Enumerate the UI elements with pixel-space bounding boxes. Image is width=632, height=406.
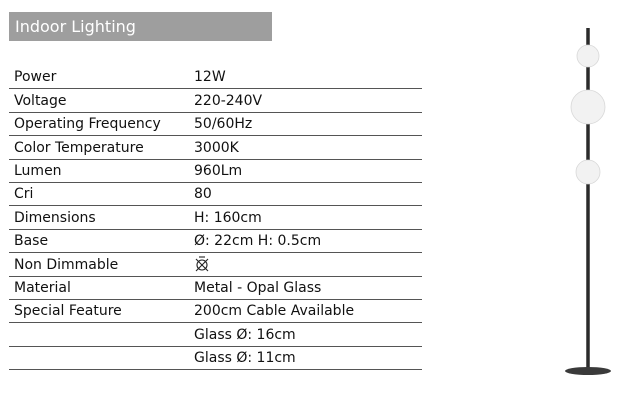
spec-label: Voltage: [14, 92, 67, 109]
spec-row: [9, 300, 422, 323]
spec-value: Metal - Opal Glass: [194, 279, 322, 296]
product-image: [560, 24, 620, 379]
spec-row: [9, 136, 422, 159]
non-dimmable-icon: [194, 256, 210, 272]
spec-table: [9, 66, 422, 370]
spec-label: Material: [14, 279, 71, 296]
spec-value: 50/60Hz: [194, 116, 253, 133]
spec-label: Cri: [14, 186, 34, 203]
spec-value: H: 160cm: [194, 209, 262, 226]
spec-label: Lumen: [14, 162, 62, 179]
spec-value: 960Lm: [194, 162, 243, 179]
section-header: [9, 12, 272, 41]
spec-label: Base: [14, 233, 49, 250]
spec-row: [9, 113, 422, 136]
spec-label: Operating Frequency: [14, 116, 161, 133]
spec-value: Glass Ø: 16cm: [194, 326, 296, 343]
spec-value: 3000K: [194, 139, 239, 156]
spec-label: Non Dimmable: [14, 256, 119, 273]
spec-row: [9, 183, 422, 206]
spec-row: [9, 66, 422, 89]
spec-value: 220-240V: [194, 92, 263, 109]
spec-value: Glass Ø: 11cm: [194, 350, 296, 367]
section-title: Indoor Lighting: [15, 17, 136, 36]
spec-row: [9, 206, 422, 229]
spec-row: [9, 230, 422, 253]
spec-value-icon: [194, 256, 210, 274]
spec-value: 80: [194, 186, 212, 203]
spec-label: Special Feature: [14, 303, 122, 320]
spec-row: [9, 347, 422, 370]
spec-value: 12W: [194, 69, 226, 86]
floor-lamp-image: [560, 24, 620, 379]
spec-row: [9, 253, 422, 276]
spec-label: Dimensions: [14, 209, 96, 226]
spec-label: Color Temperature: [14, 139, 144, 156]
spec-label: Power: [14, 69, 57, 86]
spec-row: [9, 277, 422, 300]
spec-value: 200cm Cable Available: [194, 303, 355, 320]
spec-value: Ø: 22cm H: 0.5cm: [194, 233, 322, 250]
spec-row: [9, 89, 422, 112]
spec-row: [9, 160, 422, 183]
spec-row: [9, 323, 422, 346]
